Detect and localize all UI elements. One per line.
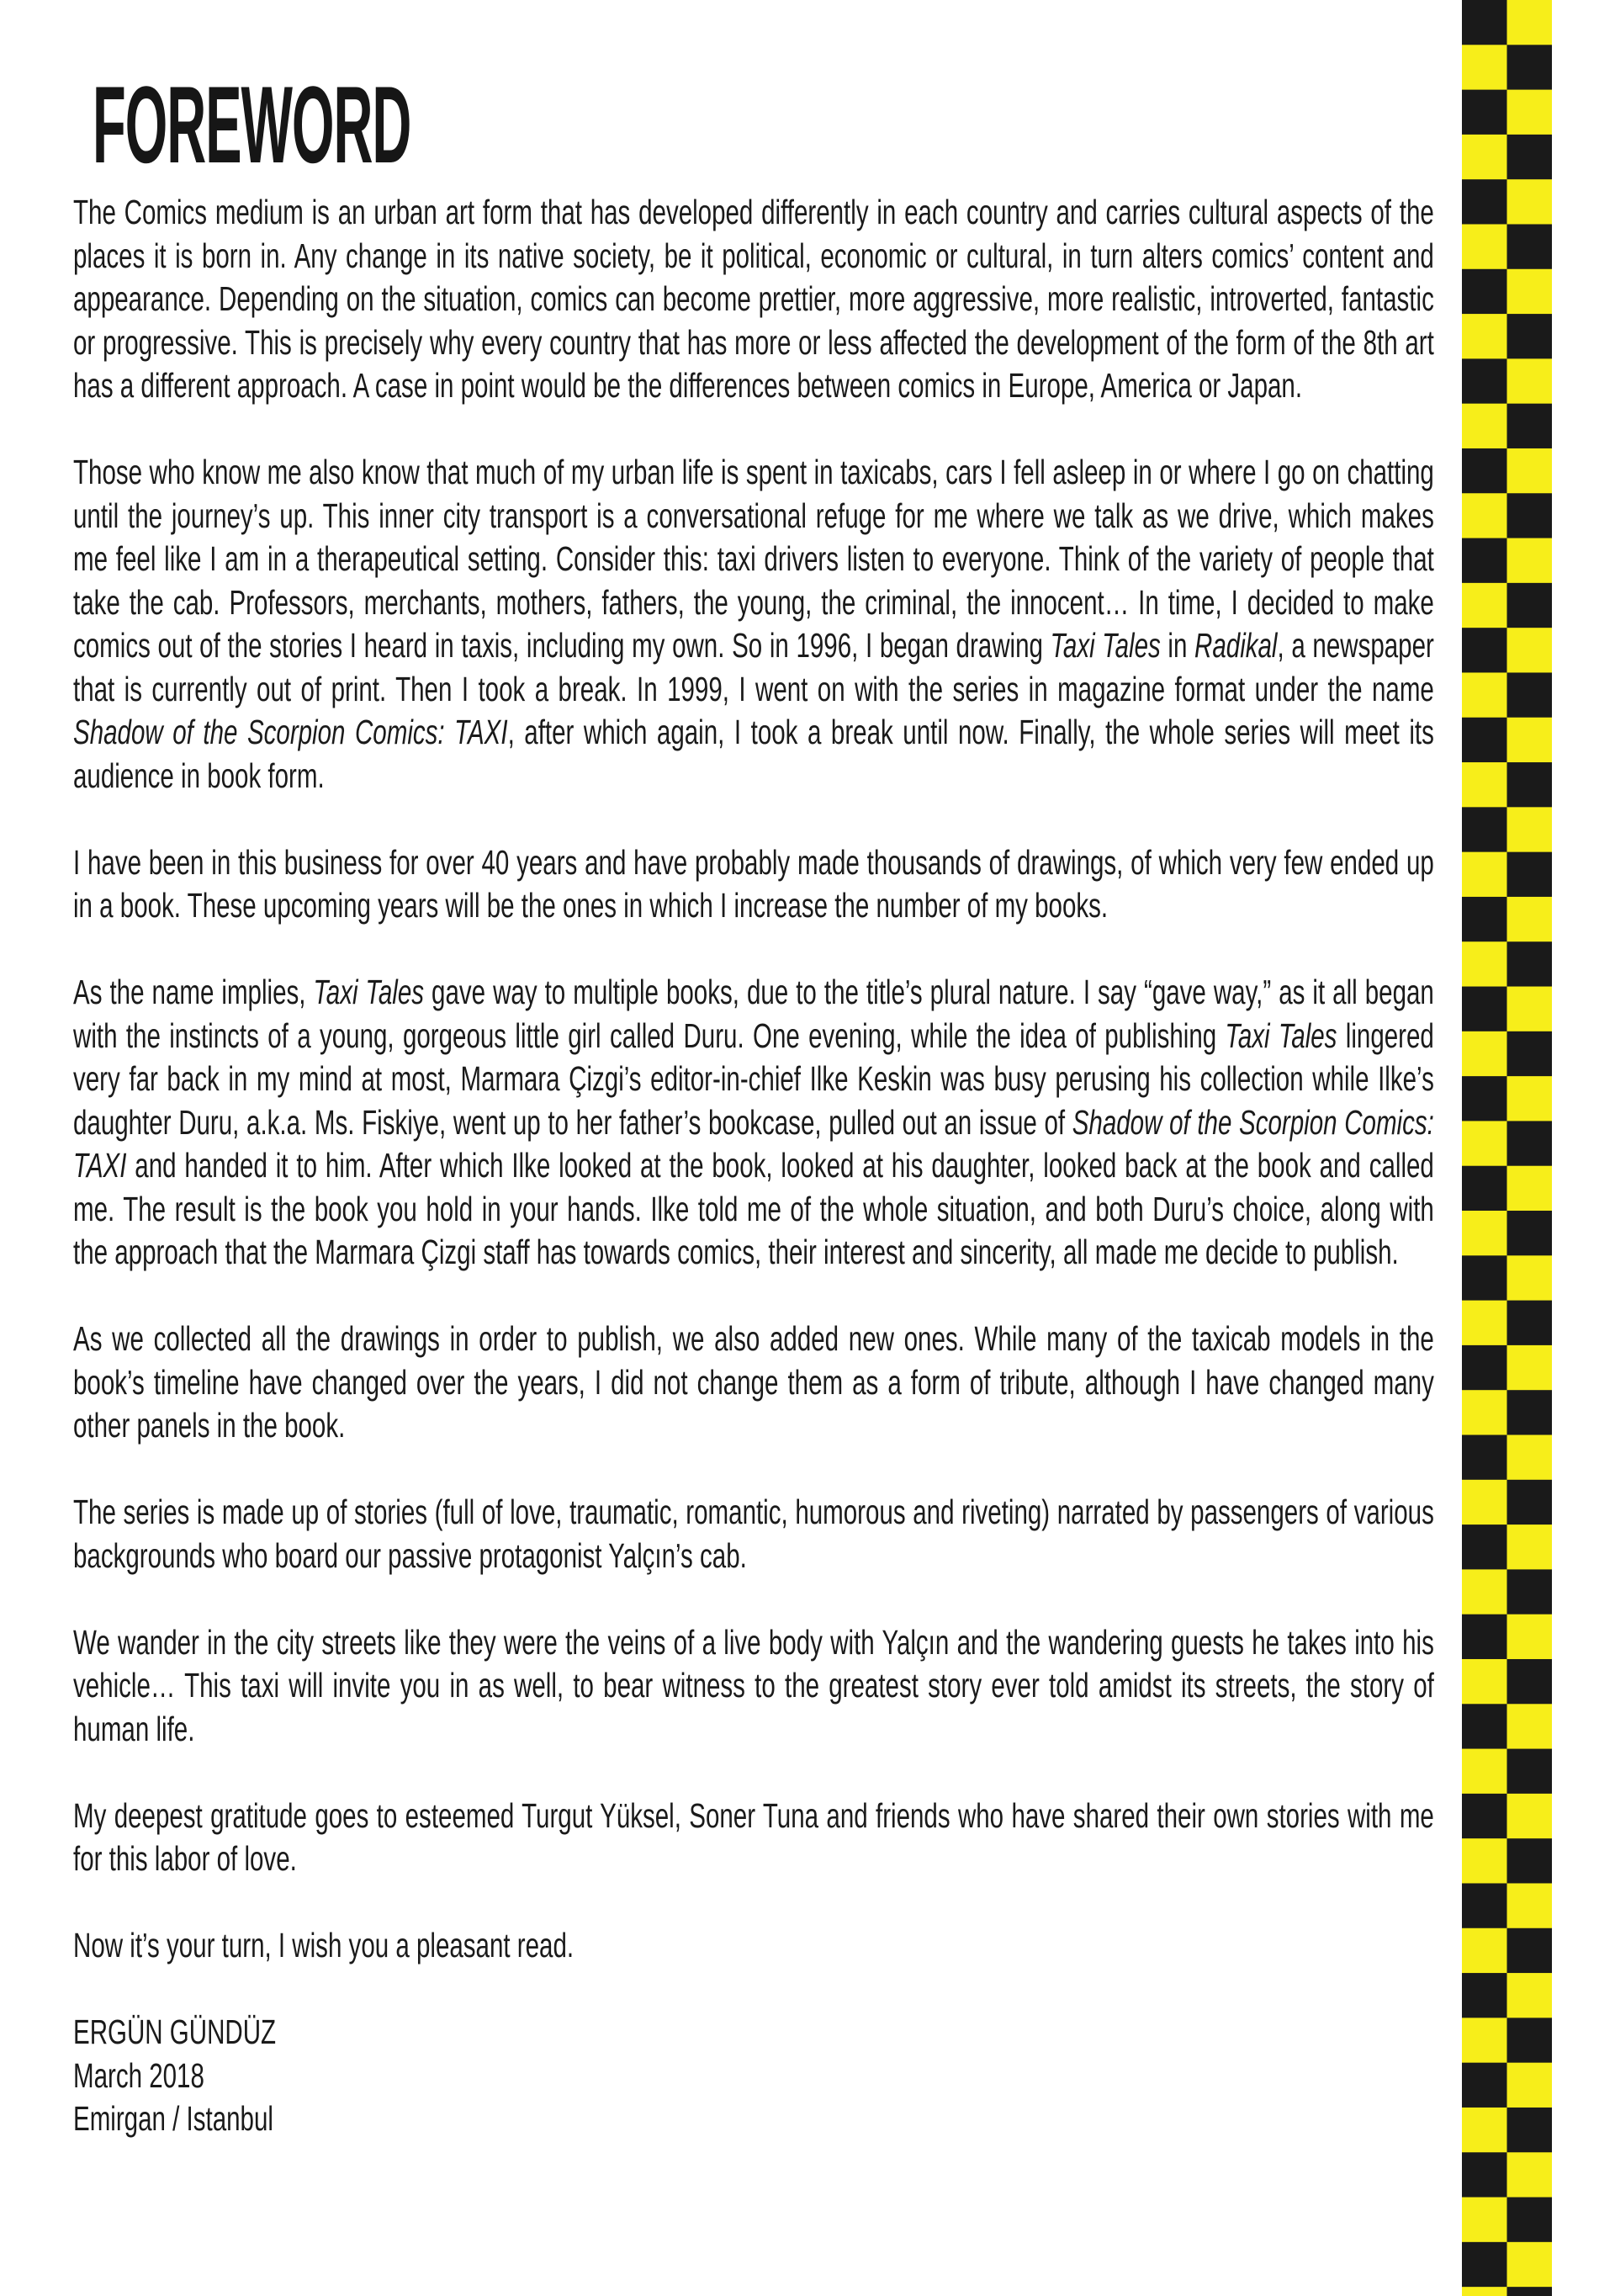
paragraph-gap	[73, 1751, 1434, 1795]
paragraph-gap	[73, 798, 1434, 841]
text-line	[73, 971, 1434, 1015]
italic-title-text: Shadow of the Scorpion Comics: TAXI	[73, 713, 508, 751]
text-segment: We wander in the city streets like they were the veins of a live body with Yalçın and the wandering guests he takes into his	[73, 1622, 1434, 1662]
paragraph-gap	[73, 408, 1434, 452]
text-line	[73, 755, 1434, 798]
text-line	[73, 321, 1434, 365]
text-segment: take the cab. Professors, merchants, mothers, fathers, the young, the criminal, the innocent… In time, I decided to make	[73, 582, 1434, 622]
text-segment: book’s timeline have changed over the years, I did not change them as a form of tribute, although I have changed many	[73, 1362, 1434, 1402]
text-segment: lingered	[1337, 1015, 1434, 1055]
paragraph-gap	[73, 1881, 1434, 1925]
taxi-checker-border	[1462, 0, 1552, 2296]
italic-title-text: Taxi Tales	[313, 973, 425, 1011]
text-segment: that is currently out of print. Then I took a break. In 1999, I went on with the series in magazine format under the name	[73, 669, 1434, 708]
text-segment: comics out of the stories I heard in taxis, including my own. So in 1996, I began drawing	[73, 626, 1051, 665]
text-segment: me. The result is the book you hold in your hands. Ilke told me of the whole situation, and both Duru’s choice, along with	[73, 1189, 1434, 1228]
paragraph	[73, 1318, 1434, 1448]
text-line	[73, 1058, 1434, 1101]
text-line	[73, 1188, 1434, 1232]
page-title: FOREWORD	[93, 63, 411, 186]
text-line	[73, 1015, 1434, 1058]
text-segment: and handed it to him. After which Ilke looked at the book, looked at his daughter, looked back at the book and called	[126, 1146, 1434, 1185]
paragraph	[73, 1491, 1434, 1578]
text-segment: until the journey’s up. This inner city transport is a conversational refuge for me where we talk as we drive, which makes	[73, 496, 1434, 535]
text-segment: The Comics medium is an urban art form that has developed differently in each country and carries cultural aspects of the	[73, 193, 1434, 231]
text-segment: The series is made up of stories (full of love, traumatic, romantic, humorous and riveting) narrated by passengers of various	[73, 1493, 1434, 1531]
paragraph	[73, 1924, 1434, 1968]
italic-title-text: Taxi Tales	[1225, 1015, 1337, 1055]
text-line	[73, 451, 1434, 495]
text-segment: audience in book form.	[73, 756, 325, 795]
paragraph-gap	[73, 928, 1434, 972]
text-line	[73, 278, 1434, 321]
text-line	[73, 1491, 1434, 1535]
text-line	[73, 1837, 1434, 1881]
signature-author: ERGÜN GÜNDÜZ	[73, 2012, 277, 2051]
text-line	[73, 1621, 1434, 1665]
text-line	[73, 235, 1434, 278]
text-line	[73, 581, 1434, 625]
text-line	[73, 1664, 1434, 1708]
text-segment: gave way to multiple books, due to the title’s plural nature. I say “gave way,” as it all began	[424, 973, 1434, 1011]
text-line	[73, 1231, 1434, 1275]
text-segment: places it is born in. Any change in its native society, be it political, economic or cultural, in turn alters comics’ content and	[73, 236, 1434, 275]
paragraph-gap	[73, 1448, 1434, 1492]
text-segment: Now it’s your turn, I wish you a pleasant read.	[73, 1926, 575, 1965]
paragraph	[73, 191, 1434, 408]
paragraph	[73, 1795, 1434, 1881]
text-line	[73, 1708, 1434, 1752]
text-segment: has a different approach. A case in point would be the differences between comics in Europe, America or Japan.	[73, 366, 1303, 405]
signature-place: Emirgan / Istanbul	[73, 2099, 273, 2138]
text-segment: other panels in the book.	[73, 1406, 346, 1445]
text-line	[73, 1318, 1434, 1361]
text-line	[73, 668, 1434, 712]
text-line	[73, 1795, 1434, 1838]
italic-title-text: Radikal	[1194, 626, 1278, 665]
text-line	[73, 538, 1434, 581]
text-line	[73, 191, 1434, 235]
text-segment: with the instincts of a young, gorgeous little girl called Duru. One evening, while the idea of publishing	[73, 1015, 1226, 1055]
italic-title-text: Shadow of the Scorpion Comics:	[1072, 1102, 1434, 1142]
text-line	[73, 364, 1434, 408]
text-segment: appearance. Depending on the situation, comics can become prettier, more aggressive, more realistic, introverted, fantastic	[73, 279, 1434, 318]
text-segment: vehicle… This taxi will invite you in as well, to bear witness to the greatest story ever told amidst its streets, the story of	[73, 1666, 1434, 1705]
text-line	[73, 711, 1434, 755]
text-line	[73, 495, 1434, 538]
text-segment: or progressive. This is precisely why every country that has more or less affected the development of the form of the 8th art	[73, 322, 1434, 362]
italic-title-text: TAXI	[73, 1146, 127, 1185]
paragraph-gap	[73, 1275, 1434, 1318]
text-line	[73, 1404, 1434, 1448]
text-line	[73, 884, 1434, 928]
paragraph	[73, 451, 1434, 798]
text-line	[73, 1535, 1434, 1578]
text-segment: human life.	[73, 1709, 195, 1748]
text-segment: the approach that the Marmara Çizgi staff has towards comics, their interest and sincerity, all made me decide to publish.	[73, 1233, 1399, 1271]
text-segment: My deepest gratitude goes to esteemed Turgut Yüksel, Soner Tuna and friends who have shared their own stories with me	[73, 1795, 1434, 1835]
text-segment: very far back in my mind at most, Marmara Çizgi’s editor-in-chief Ilke Keskin was busy perusing his collection while Ilke’s	[73, 1059, 1434, 1098]
text-line	[73, 1361, 1434, 1405]
text-segment: As the name implies,	[73, 973, 314, 1011]
text-line	[73, 1101, 1434, 1145]
text-line	[73, 841, 1434, 885]
signature-date: March 2018	[73, 2055, 204, 2095]
text-segment: Those who know me also know that much of my urban life is spent in taxicabs, cars I fell asleep in or where I go on chatting	[73, 453, 1434, 491]
text-line	[73, 624, 1434, 668]
text-segment: I have been in this business for over 40 years and have probably made thousands of drawings, of which very few ended up	[73, 842, 1434, 882]
text-line	[73, 1924, 1434, 1968]
paragraph-gap	[73, 1578, 1434, 1621]
paragraphs	[73, 191, 1434, 2011]
text-segment: in	[1160, 626, 1195, 665]
text-segment: As we collected all the drawings in order to publish, we also added new ones. While many of the taxicab models in the	[73, 1319, 1434, 1358]
text-segment: in a book. These upcoming years will be the ones in which I increase the number of my books.	[73, 886, 1109, 925]
text-segment: , a newspaper	[1277, 626, 1434, 665]
text-segment: backgrounds who board our passive protagonist Yalçın’s cab.	[73, 1535, 747, 1575]
text-segment: me feel like I am in a therapeutical setting. Consider this: taxi drivers listen to everyone. Think of the variety of people that	[73, 539, 1434, 578]
text-segment: daughter Duru, a.k.a. Ms. Fiskiye, went up to her father’s bookcase, pulled out an issue of	[73, 1102, 1072, 1142]
text-segment: for this labor of love.	[73, 1839, 297, 1878]
paragraph	[73, 1621, 1434, 1752]
paragraph-gap	[73, 1968, 1434, 2012]
foreword-body	[73, 191, 1434, 2141]
text-line	[73, 1144, 1434, 1188]
text-segment: , after which again, I took a break until now. Finally, the whole series will meet its	[507, 713, 1434, 751]
paragraph	[73, 971, 1434, 1275]
italic-title-text: Taxi Tales	[1050, 626, 1161, 665]
paragraph	[73, 841, 1434, 928]
